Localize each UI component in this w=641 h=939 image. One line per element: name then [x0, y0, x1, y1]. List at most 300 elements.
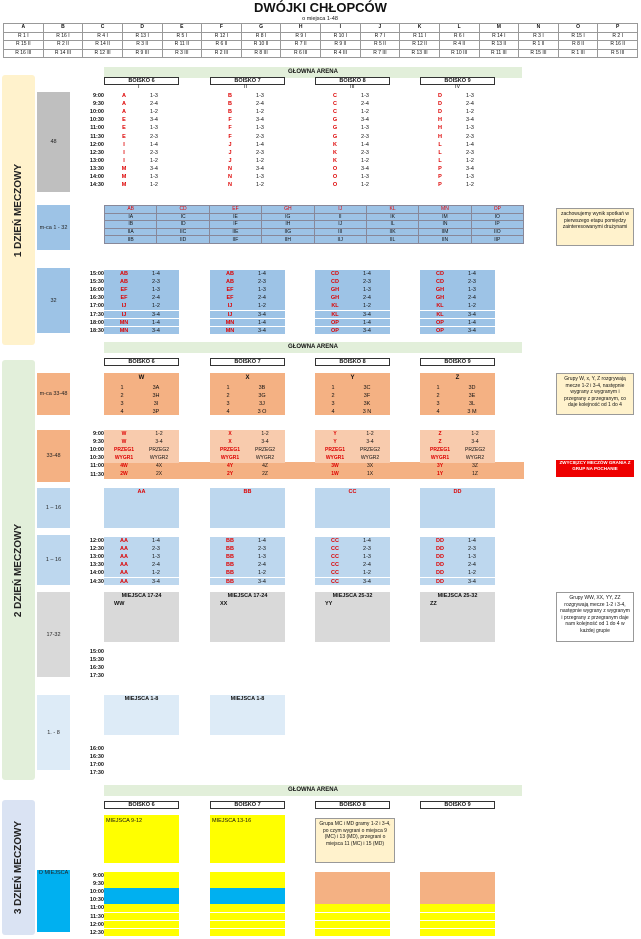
seed-cell: R 3 II: [122, 41, 162, 50]
match-pairing: 3-4: [366, 439, 374, 446]
slot-number: 3: [120, 401, 124, 408]
match-pairing: 3-4: [155, 439, 163, 446]
seed-cell: R 2 I: [598, 32, 638, 41]
time-label: 16:30: [89, 295, 104, 302]
group-letter: WYGR1: [325, 455, 345, 462]
boisko-8-header-d2: BOISKO 8: [315, 358, 390, 366]
group-name: WW: [114, 601, 125, 607]
group-letter: Z: [438, 439, 442, 446]
seed-cell: R 6 I: [439, 32, 479, 41]
match-pairing: 2Z: [262, 471, 268, 477]
pair-cell: IJ: [314, 221, 366, 229]
group-letter: BB: [226, 546, 234, 553]
group-letter: B: [228, 101, 232, 108]
slot-number: 3: [226, 401, 230, 408]
pair-cell: KL: [366, 206, 418, 214]
match-pairing: 1-4: [363, 319, 371, 326]
group-letter: 3W: [331, 463, 339, 469]
pair-cell: MN: [419, 206, 471, 214]
note-day2b: Grupy WW, XX, YY, ZZ rozgrywają mecze 1-2 i 3-4, następnie wygrany z wygranym i przegrany z przegranym daje nam kolejność od 1 do 4 w każdej grupie: [556, 592, 634, 642]
match-pairing: 1-2: [256, 157, 264, 164]
cell-bg: [420, 896, 495, 904]
group-letter: DD: [436, 562, 444, 569]
match-pairing: 1-3: [256, 93, 264, 99]
group-letter: K: [333, 141, 337, 148]
time-label: 11:00: [90, 905, 104, 912]
day-2-label: 2 DZIEŃ MECZOWY: [2, 360, 35, 780]
seed-cell: F: [202, 24, 242, 33]
slot-team: 3D: [468, 385, 476, 391]
cell-bg: [420, 888, 495, 896]
slot-team: 3A: [152, 385, 160, 391]
seed-cell: R 1 II: [519, 41, 559, 50]
group-letter: L: [438, 149, 442, 156]
match-pairing: 1-3: [150, 174, 158, 180]
match-pairing: 2-3: [468, 546, 476, 553]
match-pairing: PRZEG2: [254, 447, 275, 454]
time-label: 9:30: [92, 881, 104, 888]
pair-cell: IH: [262, 221, 314, 229]
slot-number: 4: [331, 409, 335, 416]
cell-bg: [420, 929, 495, 937]
seed-cell: R 3 I: [519, 32, 559, 41]
group-letter: M: [121, 174, 127, 180]
group-letter: CC: [331, 538, 339, 544]
time-label: 12:30: [89, 929, 104, 936]
seed-cell: R 12 II: [400, 41, 440, 50]
seed-cell: R 12 I: [202, 32, 242, 41]
seed-cell: R 8 I: [241, 32, 281, 41]
boisko-7-header-d3: BOISKO 7: [210, 801, 285, 809]
group-letter: BB: [226, 570, 234, 577]
group-letter: IJ: [227, 303, 233, 310]
group-name: XX: [220, 601, 228, 607]
slot-number: 3: [436, 401, 440, 408]
pair-cell: IJ: [314, 206, 366, 214]
group-letter: MN: [225, 327, 235, 334]
pair-cell: III: [314, 228, 366, 236]
group-letter: A: [122, 93, 126, 99]
cell-bg: [315, 880, 390, 888]
pair-cell: IIP: [471, 236, 523, 244]
places-title: MIEJSCA 1-8: [230, 696, 265, 702]
match-pairing: 1-2: [150, 109, 158, 116]
match-pairing: WYGR2: [255, 455, 275, 462]
slot-number: 1: [436, 385, 440, 391]
cell-bg: [420, 913, 495, 921]
cell-bg: [104, 904, 179, 912]
section-o-miejsca: O MIEJSCA: [37, 870, 70, 932]
group-letter: L: [438, 141, 442, 148]
match-pairing: 1-4: [468, 319, 476, 326]
group-letter: PRZEG1: [113, 447, 134, 454]
group-name: BB: [243, 489, 252, 495]
slot-number: 2: [120, 393, 124, 400]
seed-cell: R 9 I: [281, 32, 321, 41]
group-name: CC: [348, 489, 357, 495]
match-pairing: 3-4: [468, 578, 476, 585]
match-pairing: 3-4: [361, 117, 369, 124]
time-label: 13:30: [89, 165, 104, 172]
group-letter: WYGR1: [220, 455, 240, 462]
group-block: [210, 592, 285, 642]
seed-cell: R 9 III: [122, 49, 162, 58]
group-letter: AB: [226, 279, 234, 286]
group-letter: Z: [438, 431, 442, 437]
time-label: 10:00: [89, 889, 104, 896]
page-subtitle: o miejsca 1-48: [302, 16, 338, 22]
group-letter: 4Y: [226, 463, 234, 469]
time-label: 17:30: [89, 770, 104, 777]
group-letter: BB: [226, 562, 234, 569]
match-pairing: 1-2: [471, 431, 479, 437]
match-pairing: WYGR2: [149, 455, 169, 462]
match-pairing: 2-3: [152, 546, 160, 553]
time-label: 11:00: [90, 463, 104, 470]
group-letter: 1W: [331, 471, 339, 477]
slot-team: 3 O: [257, 409, 267, 416]
group-letter: AA: [120, 546, 128, 553]
cell-bg: [104, 872, 179, 880]
cell-bg: [210, 921, 285, 929]
group-letter: M: [121, 182, 127, 189]
match-pairing: 2-3: [258, 279, 266, 286]
pair-cell: IK: [366, 213, 418, 221]
match-pairing: 3-4: [471, 439, 479, 446]
seed-row-3: [4, 49, 638, 58]
pair-cell: IIJ: [314, 236, 366, 244]
pair-cell: IM: [419, 213, 471, 221]
match-pairing: 3-4: [258, 311, 266, 318]
group-letter: CD: [331, 271, 339, 277]
match-pairing: 1X: [366, 471, 374, 477]
page-title: DWÓJKI CHŁOPCÓW: [254, 0, 387, 15]
match-pairing: 2-4: [256, 101, 264, 108]
cell-bg: [104, 880, 179, 888]
time-label: 18:00: [89, 319, 104, 326]
pairs-row: [105, 228, 524, 236]
match-pairing: 1-3: [466, 174, 474, 180]
boisko-9-header-d2: BOISKO 9: [420, 358, 495, 366]
time-label: 14:00: [89, 174, 104, 180]
group-letter: G: [332, 117, 338, 124]
cell-bg: [315, 913, 390, 921]
section-1-16a: 1 – 16: [37, 488, 70, 528]
group-letter: D: [438, 101, 442, 108]
pair-cell: IA: [105, 213, 157, 221]
group-letter: DD: [436, 554, 444, 561]
places-title: MIEJSCA 1-8: [124, 696, 159, 702]
day-3-label: 3 DZIEŃ MECZOWY: [2, 800, 35, 935]
match-pairing: 1-3: [256, 174, 264, 180]
group-letter: C: [333, 109, 337, 116]
seed-cell: R 11 III: [479, 49, 519, 58]
match-pairing: 3-4: [363, 578, 371, 585]
group-letter: Y: [333, 431, 337, 437]
group-name: X: [245, 375, 250, 381]
group-letter: P: [438, 174, 442, 180]
places-title: MIEJSCA 17-24: [227, 593, 268, 599]
group-letter: M: [121, 165, 127, 172]
seed-cell: R 13 I: [122, 32, 162, 41]
pairs-row: [105, 213, 524, 221]
seed-cell: R 4 I: [83, 32, 123, 41]
match-pairing: 3-4: [150, 117, 158, 124]
cell-bg: [210, 904, 285, 912]
group-letter: O: [332, 182, 338, 189]
match-pairing: 1-2: [256, 182, 264, 189]
group-name: DD: [453, 489, 462, 495]
seed-cell: R 7 III: [360, 49, 400, 58]
group-letter: AA: [120, 538, 128, 544]
match-pairing: 2-4: [361, 101, 369, 108]
group-letter: N: [228, 174, 232, 180]
group-letter: PRZEG1: [429, 447, 450, 454]
slot-team: 3B: [258, 385, 266, 391]
seed-cell: R 5 II: [360, 41, 400, 50]
group-name: YY: [325, 601, 333, 607]
group-letter: C: [333, 101, 337, 108]
seed-cell: R 1 I: [4, 32, 44, 41]
match-pairing: 2-3: [150, 133, 158, 140]
group-name: AA: [137, 489, 146, 495]
group-letter: AA: [120, 554, 128, 561]
group-letter: AB: [120, 279, 128, 286]
section-1-8: 1. - 8: [37, 695, 70, 770]
group-block: [104, 592, 179, 642]
match-pairing: 1-3: [150, 93, 158, 99]
match-pairing: 3-4: [466, 165, 474, 172]
pairs-row: [105, 206, 524, 214]
places-title: MIEJSCA 25-32: [437, 593, 478, 599]
match-pairing: 1-2: [363, 303, 371, 310]
pair-cell: ID: [157, 221, 209, 229]
group-letter: 4W: [120, 463, 128, 469]
places-title: MIEJSCA 25-32: [332, 593, 373, 599]
group-letter: K: [333, 149, 337, 156]
cell-bg: [420, 872, 495, 880]
time-label: 18:30: [89, 327, 104, 334]
match-pairing: 3-4: [150, 165, 158, 172]
arena-bar-1: GŁOWNA ARENA: [104, 67, 522, 78]
group-letter: AA: [120, 570, 128, 577]
group-letter: GH: [435, 295, 445, 302]
day1-pairs-grid: [104, 205, 524, 244]
slot-number: 4: [436, 409, 440, 416]
group-letter: PRZEG1: [219, 447, 240, 454]
match-pairing: 3-4: [466, 117, 474, 124]
group-letter: PRZEG1: [324, 447, 345, 454]
group-letter: G: [332, 133, 338, 140]
seed-cell: C: [83, 24, 123, 33]
group-letter: E: [122, 117, 126, 124]
match-pairing: 1-4: [152, 319, 160, 326]
slot-team: 3G: [258, 393, 266, 400]
match-pairing: 3-4: [363, 327, 371, 334]
match-pairing: 1-2: [256, 109, 264, 116]
slot-number: 4: [120, 409, 124, 416]
match-pairing: 2-3: [150, 149, 158, 156]
match-pairing: 2-4: [468, 562, 476, 569]
seed-cell: R 5 III: [598, 49, 638, 58]
match-pairing: 2-3: [363, 279, 371, 286]
seed-cell: R 14 III: [43, 49, 83, 58]
boisko-7-header: BOISKO 7: [210, 77, 285, 85]
seed-cell: R 10 I: [321, 32, 361, 41]
seed-cell: K: [400, 24, 440, 33]
seed-cell: R 12 III: [83, 49, 123, 58]
seed-header-row: [4, 24, 638, 33]
time-label: 16:00: [89, 287, 104, 294]
match-pairing: 1-2: [468, 570, 476, 577]
match-pairing: 2-4: [258, 562, 266, 569]
cell-bg: [315, 929, 390, 937]
match-pairing: 1-2: [466, 157, 474, 164]
match-pairing: 1-2: [152, 570, 160, 577]
boisko-9-header: BOISKO 9: [420, 77, 495, 85]
group-letter: WYGR1: [114, 455, 134, 462]
cell-bg: [315, 904, 390, 912]
time-label: 15:30: [89, 279, 104, 286]
pair-cell: IF: [209, 221, 261, 229]
seed-cell: R 9 II: [321, 41, 361, 50]
seed-cell: R 1 III: [558, 49, 598, 58]
group-letter: BB: [226, 538, 234, 544]
time-label: 16:30: [89, 665, 104, 672]
group-letter: D: [438, 109, 442, 116]
time-label: 12:30: [89, 546, 104, 553]
seed-cell: O: [558, 24, 598, 33]
cell-bg: [210, 880, 285, 888]
pair-cell: IIG: [262, 228, 314, 236]
pair-cell: IG: [262, 213, 314, 221]
match-pairing: 2X: [155, 471, 163, 477]
match-pairing: 3-4: [152, 327, 160, 334]
group-letter: CC: [331, 570, 339, 577]
time-label: 17:30: [89, 673, 104, 680]
match-pairing: 1-4: [258, 538, 266, 544]
seed-cell: R 13 II: [479, 41, 519, 50]
group-letter: J: [228, 157, 232, 164]
match-pairing: 1-2: [258, 303, 266, 310]
cell-bg: [420, 880, 495, 888]
seed-cell: R 8 III: [241, 49, 281, 58]
note-day2: Grupy W, x, Y, Z rozgrywają mecze 1-2 i 3-4, następnie wygrany z wygranym i przegrany z przegranym, co daje kolejność od 1 do 4: [556, 373, 634, 415]
time-label: 15:30: [89, 657, 104, 664]
cell-bg: [420, 904, 495, 912]
seed-cell: R 3 III: [162, 49, 202, 58]
seed-cell: P: [598, 24, 638, 33]
slot-team: 3 N: [362, 409, 372, 416]
match-pairing: 1-2: [258, 570, 266, 577]
group-letter: MN: [119, 319, 129, 326]
boisko-6-header-d3: BOISKO 6: [104, 801, 179, 809]
match-pairing: 3-4: [468, 327, 476, 334]
seed-cell: R 14 II: [83, 41, 123, 50]
group-letter: P: [438, 182, 442, 189]
match-pairing: PRZEG2: [359, 447, 380, 454]
seed-cell: R 15 II: [4, 41, 44, 50]
cell-bg: [210, 929, 285, 937]
match-pairing: 3-4: [361, 165, 369, 172]
section-48: 48: [37, 92, 70, 192]
pair-cell: II: [314, 213, 366, 221]
group-block: [420, 592, 495, 642]
section-m33-48: m-ca 33-48: [37, 373, 70, 415]
time-label: 14:00: [89, 570, 104, 577]
match-pairing: 2-3: [361, 133, 369, 140]
slot-number: 1: [331, 385, 335, 391]
match-pairing: 3Z: [472, 463, 478, 469]
match-pairing: 1-4: [258, 271, 266, 277]
group-letter: EF: [226, 295, 234, 302]
match-pairing: 1-4: [256, 141, 264, 148]
match-pairing: 1-2: [468, 303, 476, 310]
cell-bg: [104, 921, 179, 929]
match-pairing: 2-3: [361, 149, 369, 156]
pair-cell: OP: [471, 206, 523, 214]
match-pairing: 1-2: [155, 431, 163, 437]
group-letter: F: [228, 133, 232, 140]
match-pairing: 2-4: [363, 562, 371, 569]
cell-bg: [210, 872, 285, 880]
note-day1: zachowujemy wynik spotkań w pierwszego etapu pomiędzy zainteresowanymi drużynami: [556, 208, 634, 246]
group-letter: I: [123, 149, 125, 156]
match-pairing: 1-2: [361, 109, 369, 116]
boisko-6-header: BOISKO 6: [104, 77, 179, 85]
pair-cell: IIC: [157, 228, 209, 236]
seed-cell: R 10 III: [439, 49, 479, 58]
group-letter: L: [438, 157, 442, 164]
group-name: W: [138, 375, 145, 381]
match-pairing: 1-3: [466, 125, 474, 132]
match-pairing: 1-4: [468, 271, 476, 277]
time-label: 12:00: [89, 141, 104, 148]
match-pairing: 1-2: [150, 182, 158, 189]
pair-cell: IIN: [419, 236, 471, 244]
seed-cell: B: [43, 24, 83, 33]
slot-team: 3L: [468, 401, 476, 408]
pair-cell: IO: [471, 213, 523, 221]
cell-bg: [210, 913, 285, 921]
group-letter: IJ: [121, 303, 127, 310]
match-pairing: 2-4: [150, 101, 158, 108]
time-label: 10:30: [89, 897, 104, 904]
slot-team: 3 M: [467, 409, 477, 416]
group-letter: CD: [436, 271, 444, 277]
boisko-8-header-d3: BOISKO 8: [315, 801, 390, 809]
seed-cell: R 6 III: [281, 49, 321, 58]
cell-bg: [420, 921, 495, 929]
group-letter: OP: [436, 327, 444, 334]
group-letter: EF: [120, 295, 128, 302]
group-letter: N: [228, 165, 232, 172]
group-letter: B: [228, 109, 232, 116]
group-letter: DD: [436, 546, 444, 553]
group-letter: A: [122, 109, 126, 116]
group-letter: KL: [436, 311, 444, 318]
pair-cell: GH: [262, 206, 314, 214]
group-letter: J: [228, 141, 232, 148]
match-pairing: 2-3: [363, 546, 371, 553]
seed-cell: R 15 I: [558, 32, 598, 41]
section-32: 32: [37, 268, 70, 333]
group-letter: D: [438, 93, 442, 99]
pair-cell: IN: [419, 221, 471, 229]
time-label: 9:00: [92, 93, 104, 99]
group-letter: AA: [120, 562, 128, 569]
group-letter: H: [438, 125, 442, 132]
